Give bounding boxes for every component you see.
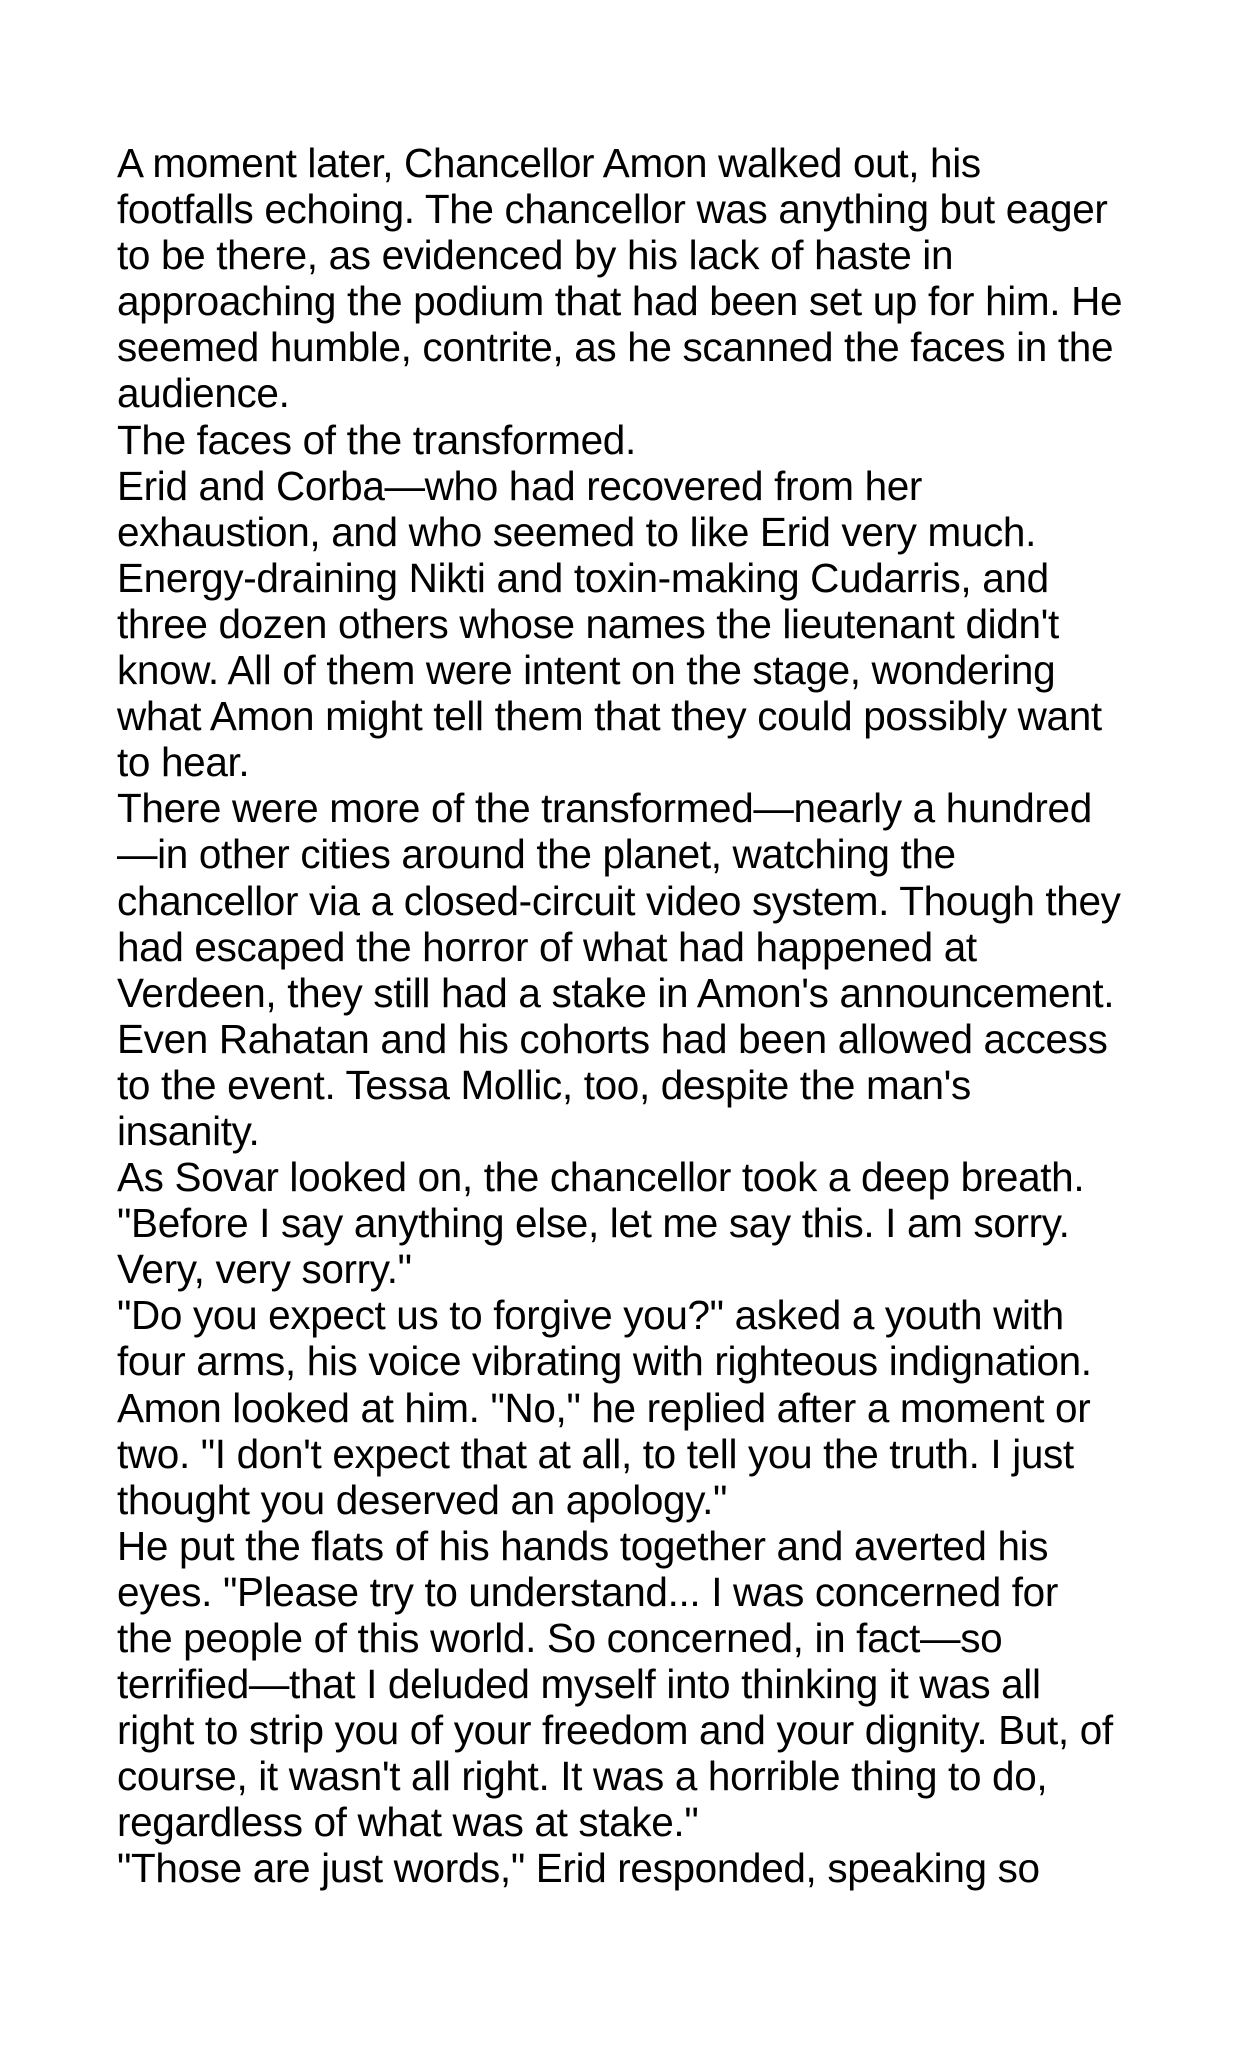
text-line: "Before I say anything else, let me say this. I am sorry. <box>117 1200 1070 1247</box>
text-line: "Those are just words," Erid responded, speaking so <box>117 1845 1040 1892</box>
text-line: regardless of what was at stake." <box>117 1799 699 1846</box>
text-line: to the event. Tessa Mollic, too, despite the man's <box>117 1061 971 1108</box>
body-text <box>117 140 1177 1892</box>
text-line: footfalls echoing. The chancellor was anything but eager <box>117 186 1108 233</box>
text-line: approaching the podium that had been set up for him. He <box>117 278 1123 325</box>
text-line: four arms, his voice vibrating with righteous indignation. <box>117 1338 1092 1385</box>
text-line: chancellor via a closed-circuit video system. Though they <box>117 877 1121 924</box>
text-line: Even Rahatan and his cohorts had been allowed access <box>117 1015 1108 1062</box>
text-line: insanity. <box>117 1107 260 1154</box>
text-line: what Amon might tell them that they could possibly want <box>117 693 1102 740</box>
text-line: the people of this world. So concerned, in fact—so <box>117 1615 1003 1661</box>
text-line: Amon looked at him. "No," he replied after a moment or <box>117 1384 1091 1431</box>
text-line: A moment later, Chancellor Amon walked out, his <box>117 140 981 186</box>
text-line: right to strip you of your freedom and your dignity. But, of <box>117 1707 1113 1754</box>
text-line: terrified—that I deluded myself into thinking it was all <box>117 1661 1041 1708</box>
text-line: seemed humble, contrite, as he scanned the faces in the <box>117 324 1114 371</box>
text-line: The faces of the transformed. <box>117 416 636 463</box>
text-line: Verdeen, they still had a stake in Amon's announcement. <box>117 969 1115 1016</box>
text-line: audience. <box>117 370 290 417</box>
text-line: Very, very sorry." <box>117 1246 412 1293</box>
text-line: He put the flats of his hands together and averted his <box>117 1522 1049 1569</box>
text-line: to hear. <box>117 739 250 786</box>
text-line: three dozen others whose names the lieutenant didn't <box>117 600 1059 647</box>
text-line: —in other cities around the planet, watching the <box>117 831 956 878</box>
text-line: There were more of the transformed—nearly a hundred <box>117 785 1092 832</box>
text-line: thought you deserved an apology." <box>117 1476 728 1523</box>
text-line: to be there, as evidenced by his lack of haste in <box>117 232 954 279</box>
text-line: As Sovar looked on, the chancellor took a deep breath. <box>117 1154 1085 1201</box>
text-line: Erid and Corba—who had recovered from her <box>117 462 923 509</box>
text-line: eyes. "Please try to understand... I was concerned for <box>117 1568 1058 1615</box>
text-line: two. "I don't expect that at all, to tell you the truth. I just <box>117 1430 1074 1477</box>
text-line: Energy-draining Nikti and toxin-making Cudarris, and <box>117 554 1049 601</box>
text-line: "Do you expect us to forgive you?" asked a youth with <box>117 1292 1064 1339</box>
text-line: exhaustion, and who seemed to like Erid very much. <box>117 508 1036 555</box>
text-line: had escaped the horror of what had happened at <box>117 923 977 970</box>
text-line: course, it wasn't all right. It was a horrible thing to do, <box>117 1753 1048 1800</box>
text-line: know. All of them were intent on the stage, wondering <box>117 647 1056 694</box>
